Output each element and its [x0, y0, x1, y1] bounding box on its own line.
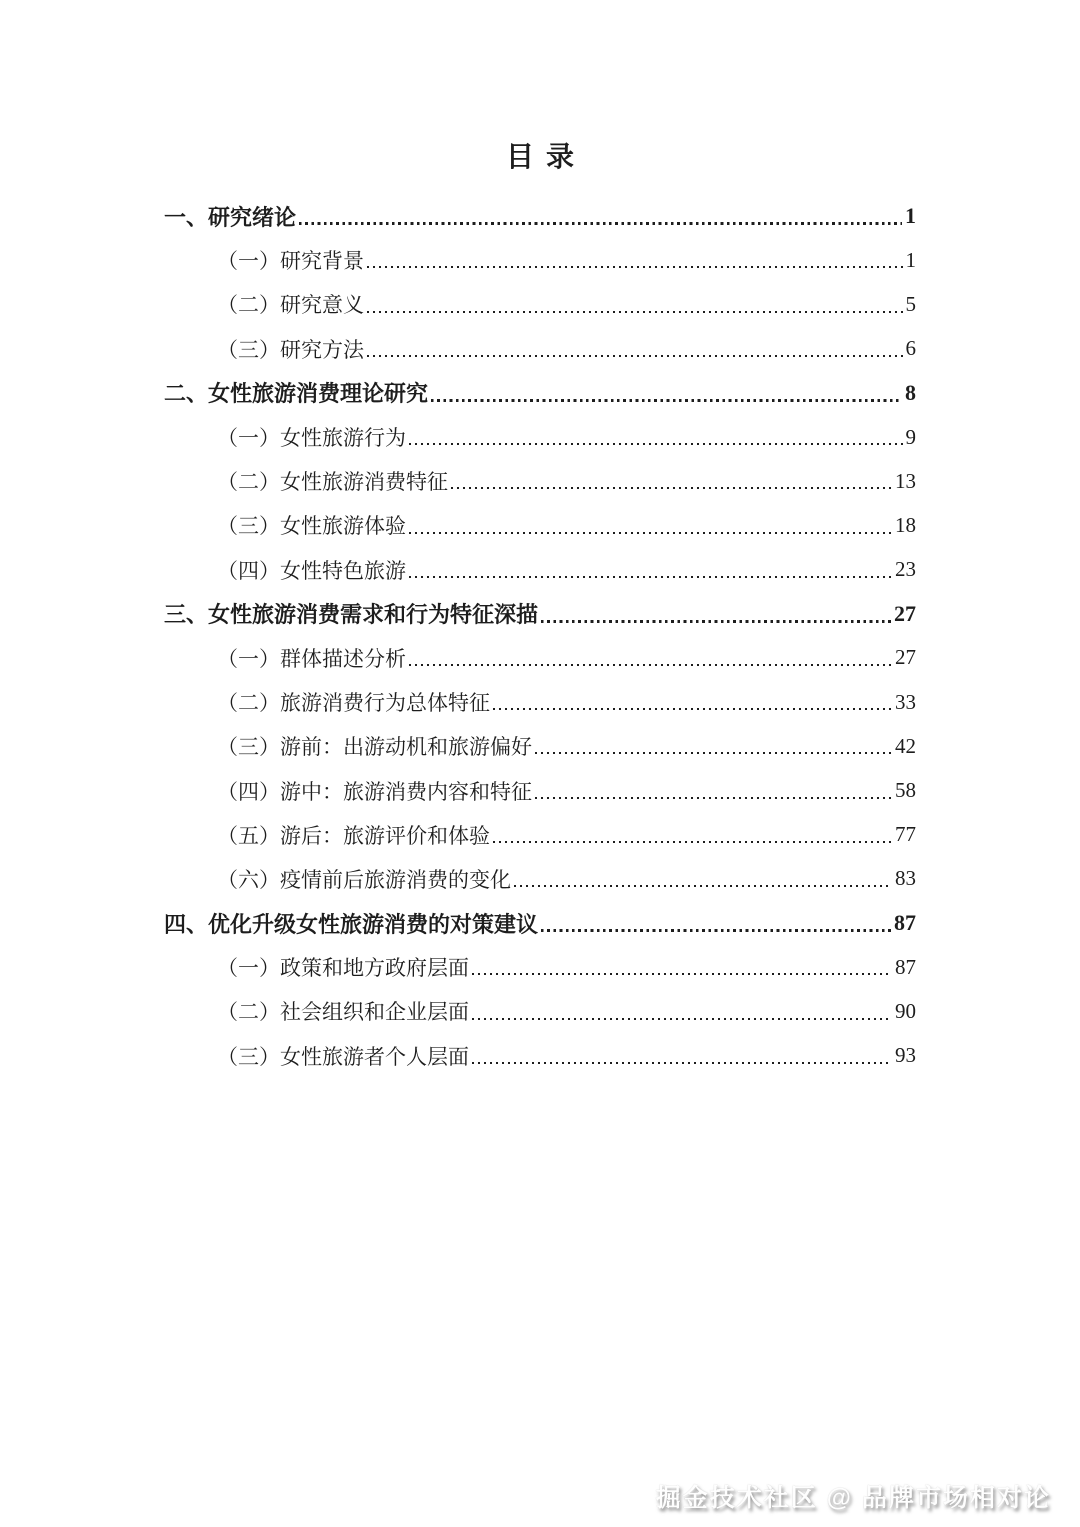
toc-entry-label: （一）研究背景: [217, 249, 364, 274]
toc-entry: [164, 371, 916, 415]
toc-entry: [164, 238, 916, 282]
toc-list: [164, 194, 916, 1078]
toc-entry: [164, 282, 916, 326]
toc-entry-page: 1: [905, 203, 916, 229]
dot-leader: [532, 724, 895, 768]
dot-leader: [296, 194, 905, 238]
dot-leader: [538, 901, 894, 945]
toc-entry: [164, 857, 916, 901]
toc-entry-page: 23: [895, 557, 916, 582]
toc-entry: [164, 901, 916, 945]
toc-entry: [164, 548, 916, 592]
toc-entry: [164, 768, 916, 812]
dot-leader: [364, 282, 906, 326]
toc-entry-page: 93: [895, 1043, 916, 1068]
dot-leader: [406, 548, 895, 592]
toc-entry-page: 13: [895, 468, 916, 493]
dot-leader: [511, 857, 895, 901]
toc-entry-label: （三）女性旅游者个人层面: [217, 1044, 469, 1069]
toc-entry-page: 1: [905, 247, 916, 272]
toc-entry-label: （一）女性旅游行为: [217, 426, 406, 451]
toc-entry: [164, 503, 916, 547]
toc-entry-label: （二）研究意义: [217, 293, 364, 318]
dot-leader: [469, 989, 895, 1033]
toc-entry-label: （六）疫情前后旅游消费的变化: [217, 867, 511, 892]
toc-entry-page: 33: [895, 689, 916, 714]
dot-leader: [469, 1034, 895, 1078]
toc-entry-page: 87: [894, 910, 916, 936]
toc-entry: [164, 1034, 916, 1078]
dot-leader: [428, 371, 905, 415]
dot-leader: [538, 592, 894, 636]
toc-entry: [164, 459, 916, 503]
toc-entry: [164, 813, 916, 857]
dot-leader: [406, 503, 895, 547]
toc-entry-label: （二）女性旅游消费特征: [217, 470, 448, 495]
toc-entry: [164, 636, 916, 680]
dot-leader: [469, 945, 895, 989]
toc-entry-page: 42: [895, 733, 916, 758]
toc-entry-label: 三、女性旅游消费需求和行为特征深描: [164, 602, 539, 628]
toc-entry: [164, 592, 916, 636]
toc-entry-label: （二）旅游消费行为总体特征: [217, 691, 490, 716]
toc-entry: [164, 945, 916, 989]
toc-entry-page: 27: [894, 600, 916, 626]
toc-entry-label: （三）游前：出游动机和旅游偏好: [217, 735, 532, 760]
toc-entry: [164, 327, 916, 371]
toc-entry-label: （三）女性旅游体验: [217, 514, 406, 539]
toc-entry-page: 27: [895, 645, 916, 670]
toc-entry-label: （四）女性特色旅游: [217, 558, 406, 583]
dot-leader: [490, 813, 895, 857]
toc-entry-label: （四）游中：旅游消费内容和特征: [217, 779, 532, 804]
toc-entry: [164, 724, 916, 768]
page-title: 目录: [505, 142, 586, 173]
toc-entry-label: （二）社会组织和企业层面: [217, 1000, 469, 1025]
toc-entry-label: （一）政策和地方政府层面: [217, 956, 469, 981]
toc-entry-page: 9: [905, 424, 916, 449]
toc-entry-label: （五）游后：旅游评价和体验: [217, 823, 490, 848]
toc-entry-page: 8: [905, 379, 916, 405]
toc-entry-label: （三）研究方法: [217, 337, 364, 362]
toc-entry-page: 5: [905, 291, 916, 316]
toc-entry-page: 87: [895, 954, 916, 979]
watermark: 掘金技术社区 @ 品牌市场相对论: [655, 1484, 1051, 1512]
toc-entry-label: （一）群体描述分析: [217, 646, 406, 671]
toc-entry-label: 二、女性旅游消费理论研究: [164, 381, 429, 407]
toc-entry-page: 58: [895, 778, 916, 803]
dot-leader: [364, 327, 906, 371]
dot-leader: [364, 238, 906, 282]
toc-entry-page: 6: [905, 336, 916, 361]
toc-entry-page: 90: [895, 998, 916, 1023]
toc-entry-page: 83: [895, 866, 916, 891]
toc-entry-label: 四、优化升级女性旅游消费的对策建议: [164, 911, 539, 937]
toc-entry-page: 18: [895, 512, 916, 537]
toc-entry: [164, 989, 916, 1033]
toc-entry: [164, 194, 916, 238]
toc-entry-page: 77: [895, 822, 916, 847]
toc-entry: [164, 415, 916, 459]
dot-leader: [490, 680, 895, 724]
dot-leader: [406, 636, 895, 680]
dot-leader: [532, 768, 895, 812]
toc-entry-label: 一、研究绪论: [164, 204, 297, 230]
toc-entry: [164, 680, 916, 724]
dot-leader: [406, 415, 906, 459]
dot-leader: [448, 459, 895, 503]
